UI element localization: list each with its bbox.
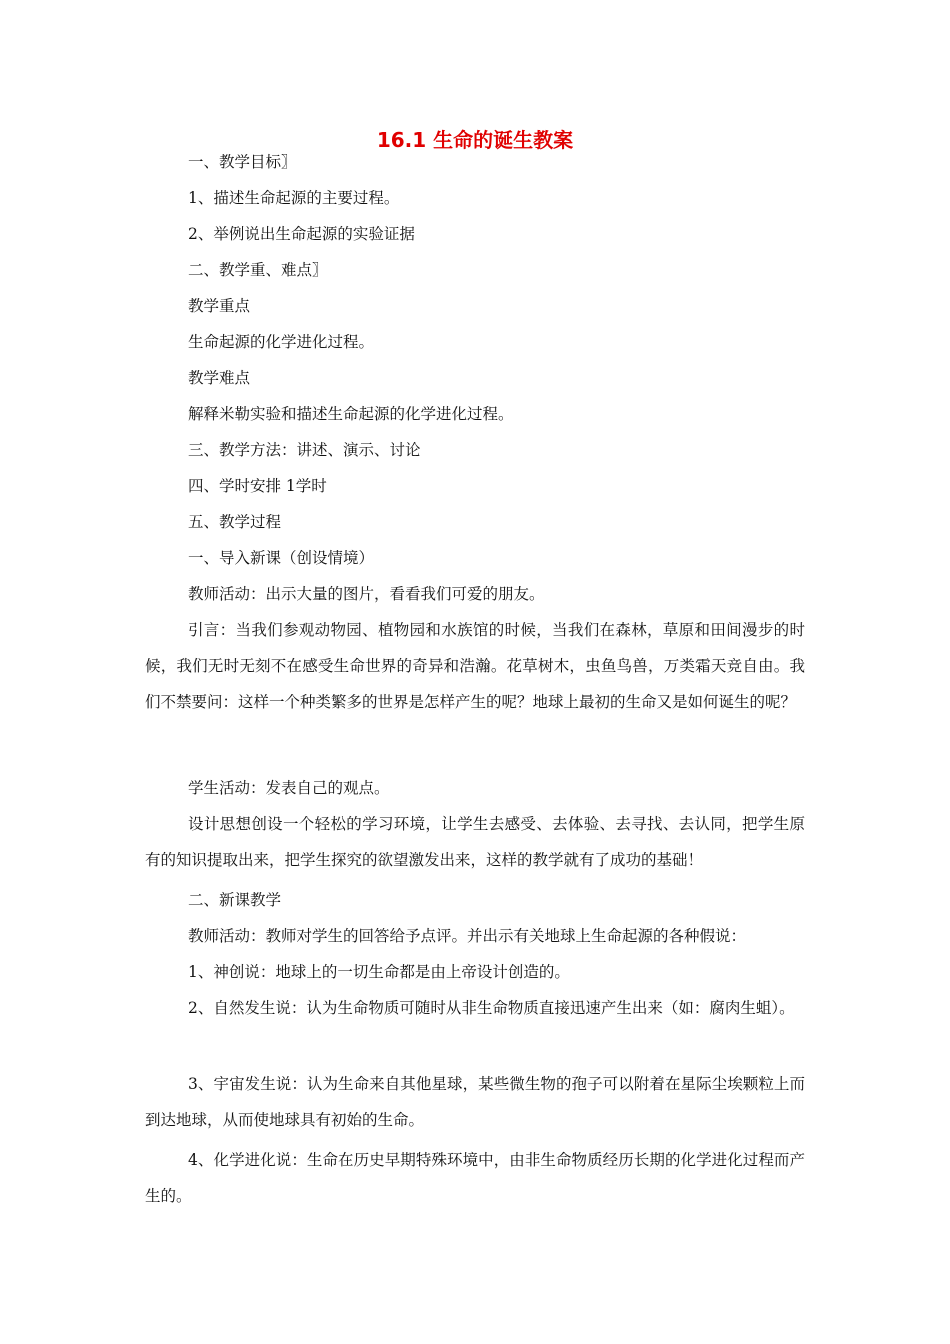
document-title: 16.1 生命的诞生教案 bbox=[376, 128, 574, 152]
heading-objectives: 一、教学目标〗 bbox=[188, 153, 297, 171]
difficulty-text: 解释米勒实验和描述生命起源的化学进化过程。 bbox=[188, 405, 514, 423]
objective-2: 2、举例说出生命起源的实验证据 bbox=[188, 225, 415, 243]
hypothesis-3: 3、宇宙发生说：认为生命来自其他星球，某些微生物的孢子可以附着在星际尘埃颗粒上而到达地球，从而使地球具有初始的生命。 bbox=[145, 1075, 805, 1129]
paragraph-new-lesson: 二、新课教学 bbox=[188, 891, 282, 909]
heading-key-points: 二、教学重、难点〗 bbox=[188, 261, 328, 279]
heading-methods: 三、教学方法：讲述、演示、讨论 bbox=[188, 441, 421, 459]
subheading-difficulty: 教学难点 bbox=[188, 369, 251, 387]
paragraph-intro: 引言：当我们参观动物园、植物园和水族馆的时候，当我们在森林，草原和田间漫步的时候，我们无时无刻不在感受生命世界的奇异和浩瀚。花草树木，虫鱼鸟兽，万类霜天竞自由。我们不禁要问：这样一个种类繁多的世界是怎样产生的呢？地球上最初的生命又是如何诞生的呢？ bbox=[145, 621, 805, 711]
hypothesis-2: 2、自然发生说：认为生命物质可随时从非生命物质直接迅速产生出来（如：腐肉生蛆）。 bbox=[188, 999, 795, 1017]
subheading-key-point: 教学重点 bbox=[188, 297, 251, 315]
heading-introduction: 一、导入新课（创设情境） bbox=[188, 549, 375, 567]
objective-1: 1、描述生命起源的主要过程。 bbox=[188, 189, 400, 207]
paragraph-design-idea: 设计思想创设一个轻松的学习环境，让学生去感受、去体验、去寻找、去认同，把学生原有的知识提取出来，把学生探究的欲望激发出来，这样的教学就有了成功的基础！ bbox=[145, 815, 805, 869]
paragraph-teacher-activity-2: 教师活动：教师对学生的回答给予点评。并出示有关地球上生命起源的各种假说： bbox=[188, 927, 747, 945]
hypothesis-1: 1、神创说：地球上的一切生命都是由上帝设计创造的。 bbox=[188, 963, 570, 981]
key-point-text: 生命起源的化学进化过程。 bbox=[188, 333, 375, 351]
heading-schedule: 四、学时安排 1学时 bbox=[188, 477, 327, 495]
paragraph-student-activity: 学生活动：发表自己的观点。 bbox=[188, 779, 390, 797]
teacher-activity-1: 教师活动：出示大量的图片，看看我们可爱的朋友。 bbox=[188, 585, 545, 603]
heading-process: 五、教学过程 bbox=[188, 513, 282, 531]
hypothesis-4: 4、化学进化说：生命在历史早期特殊环境中，由非生命物质经历长期的化学进化过程而产生的。 bbox=[145, 1151, 805, 1205]
